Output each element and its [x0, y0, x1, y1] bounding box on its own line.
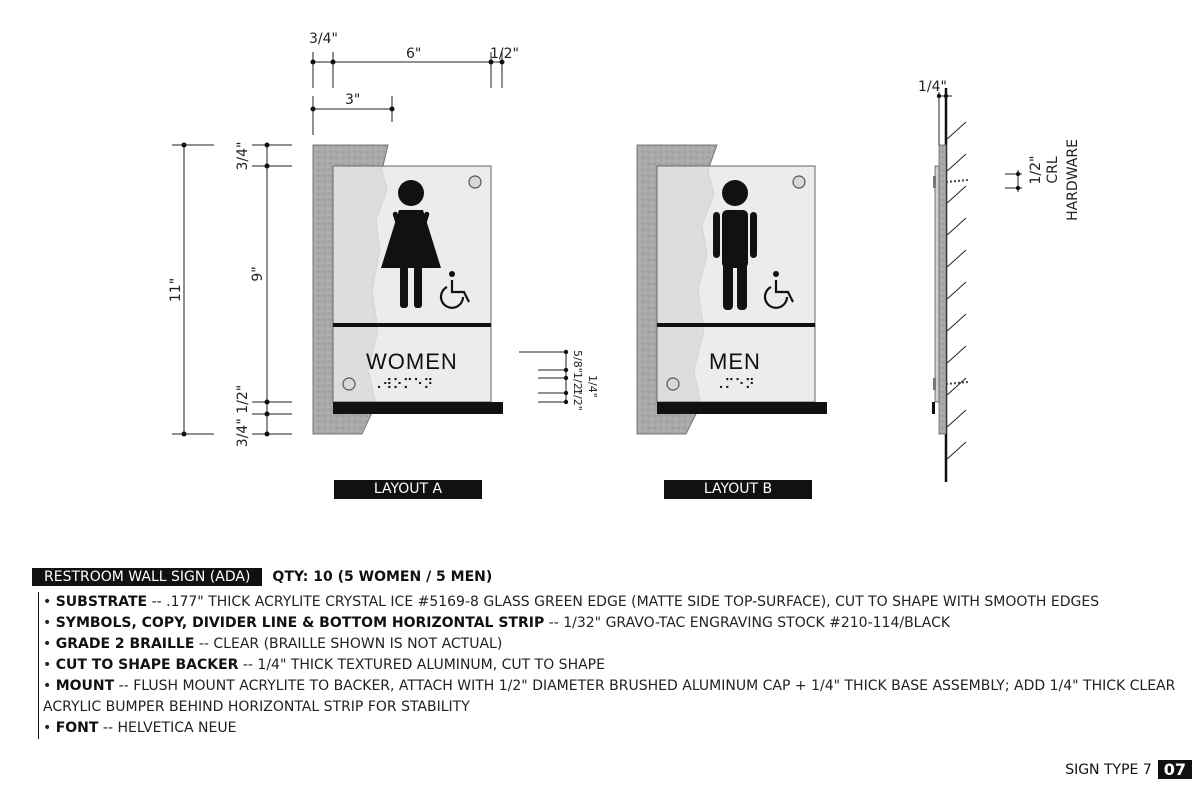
dim-left-bottom: 3/4" 1/2" [235, 384, 251, 448]
cap-hardware-icon [343, 378, 355, 390]
braille-dimensions [519, 352, 566, 402]
spec-text: -- FLUSH MOUNT ACRYLITE TO BACKER, ATTACH WITH 1/2" DIAMETER BRUSHED ALUMINUM CAP + 1/4" THICK BASE ASSEMBLY; ADD 1/4" THICK CLEAR ACRYLIC BUMPER BEHIND HORIZONTAL STRIP FOR STABILITY [43, 678, 1176, 715]
dim-braille-half-b: 1/2" [571, 388, 584, 411]
spec-item-backer: • CUT TO SHAPE BACKER -- 1/4" THICK TEXTURED ALUMINUM, CUT TO SHAPE [43, 657, 605, 673]
side-section-view [932, 88, 968, 482]
sign-layout-a [313, 145, 503, 434]
cap-hardware-icon [469, 176, 481, 188]
sign-a-braille: ⠠⠺⠕⠍⠑⠝ [372, 377, 434, 393]
page-footer [1065, 760, 1192, 779]
spec-notes [32, 568, 1182, 739]
dim-top-six: 6" [406, 46, 422, 62]
divider-line [657, 323, 815, 327]
cap-hardware-icon [667, 378, 679, 390]
spec-text: -- .177" THICK ACRYLITE CRYSTAL ICE #5169-8 GLASS GREEN EDGE (MATTE SIDE TOP-SURFACE), CUT TO SHAPE WITH SMOOTH EDGES [147, 594, 1100, 610]
sign-b-text: MEN [709, 349, 761, 374]
dim-top-left: 3/4" [309, 31, 338, 47]
bottom-strip [657, 402, 827, 414]
sign-layout-b [637, 145, 827, 434]
dim-side-crl: CRL [1045, 156, 1061, 184]
notes-header [32, 568, 1182, 586]
spec-key: CUT TO SHAPE BACKER [55, 657, 239, 673]
divider-line [333, 323, 491, 327]
spec-item-font: • FONT -- HELVETICA NEUE [43, 720, 237, 736]
spec-key: SUBSTRATE [55, 594, 148, 610]
layout-a-label: LAYOUT A [334, 480, 482, 499]
dim-side-half: 1/2" [1028, 155, 1044, 185]
spec-key: MOUNT [55, 678, 115, 694]
spec-text: -- 1/4" THICK TEXTURED ALUMINUM, CUT TO SHAPE [238, 657, 605, 673]
spec-text: -- CLEAR (BRAILLE SHOWN IS NOT ACTUAL) [194, 636, 503, 652]
spec-item-braille: • GRADE 2 BRAILLE -- CLEAR (BRAILLE SHOWN IS NOT ACTUAL) [43, 636, 503, 652]
dim-braille-five-eighths: 5/8" [571, 350, 584, 373]
spec-item-symbols: • SYMBOLS, COPY, DIVIDER LINE & BOTTOM HORIZONTAL STRIP -- 1/32" GRAVO-TAC ENGRAVING STOCK #210-114/BLACK [43, 615, 951, 631]
sign-a-text: WOMEN [366, 349, 458, 374]
quantity-text: QTY: 10 (5 WOMEN / 5 MEN) [272, 569, 493, 585]
dim-braille-quarter: 1/4" [586, 375, 599, 398]
page-number-badge: 07 [1158, 760, 1192, 779]
bottom-strip [333, 402, 503, 414]
dim-braille-half-a: 1/2" [571, 372, 584, 395]
top-dimensions [313, 52, 502, 135]
spec-item-substrate: • SUBSTRATE -- .177" THICK ACRYLITE CRYSTAL ICE #5169-8 GLASS GREEN EDGE (MATTE SIDE TOP-SURFACE), CUT TO SHAPE WITH SMOOTH EDGES [43, 594, 1100, 610]
spec-text: -- 1/32" GRAVO-TAC ENGRAVING STOCK #210-114/BLACK [544, 615, 951, 631]
spec-key: GRADE 2 BRAILLE [55, 636, 195, 652]
spec-key: SYMBOLS, COPY, DIVIDER LINE & BOTTOM HORIZONTAL STRIP [55, 615, 545, 631]
spec-key: FONT [55, 720, 99, 736]
sign-title-badge: RESTROOM WALL SIGN (ADA) [32, 568, 262, 586]
spec-list [38, 592, 1182, 739]
dim-three: 3" [345, 92, 361, 108]
dim-eleven: 11" [168, 277, 184, 303]
spec-item-mount: • MOUNT -- FLUSH MOUNT ACRYLITE TO BACKER, ATTACH WITH 1/2" DIAMETER BRUSHED ALUMINUM CAP + 1/4" THICK BASE ASSEMBLY; ADD 1/4" THICK CLEAR ACRYLIC BUMPER BEHIND HORIZONTAL STRIP FOR STABILITY [43, 678, 1176, 715]
left-dimensions [172, 145, 292, 434]
layout-b-label: LAYOUT B [664, 480, 812, 499]
cap-hardware-icon [793, 176, 805, 188]
dim-left-top: 3/4" [235, 141, 251, 171]
sign-type-label: SIGN TYPE 7 [1065, 761, 1152, 778]
sign-b-braille: ⠠⠍⠑⠝ [714, 377, 756, 393]
dim-side-quarter: 1/4" [918, 79, 947, 95]
dim-top-half: 1/2" [490, 46, 519, 62]
dim-side-hardware: HARDWARE [1065, 139, 1081, 221]
dim-nine: 9" [250, 266, 266, 282]
spec-text: -- HELVETICA NEUE [98, 720, 237, 736]
